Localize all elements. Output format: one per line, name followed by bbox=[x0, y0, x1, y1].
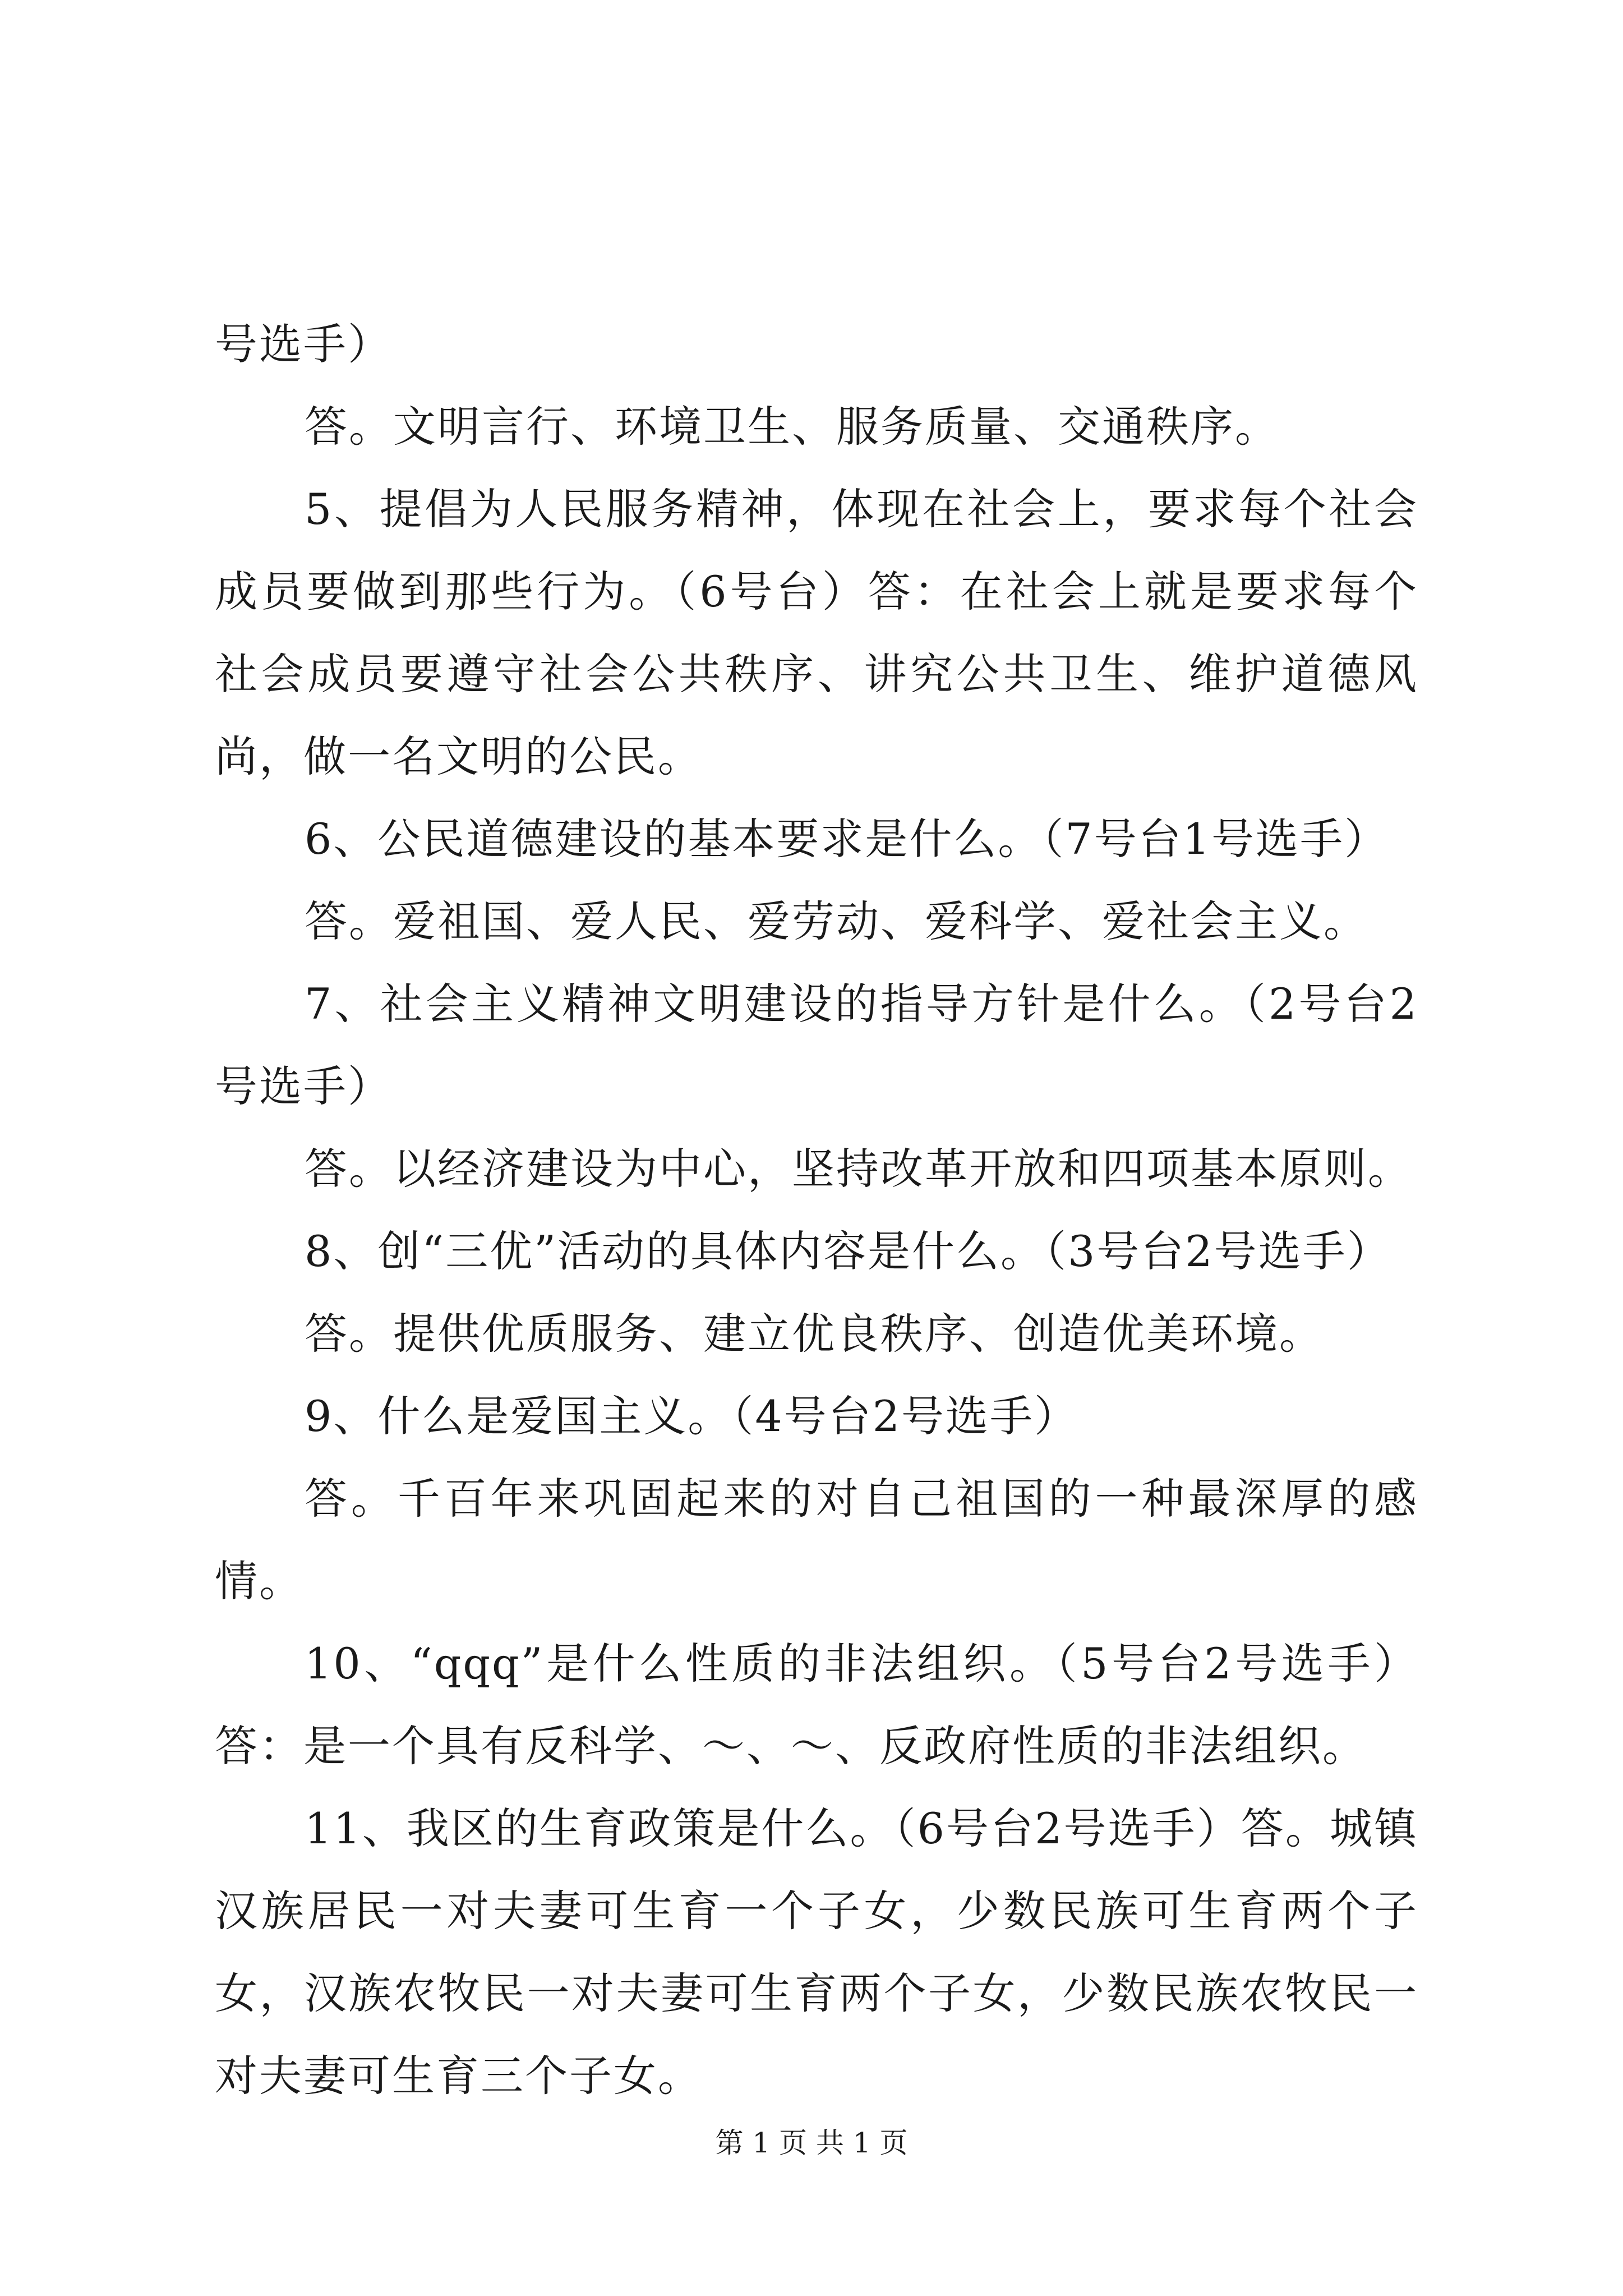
paragraph: 号选手） bbox=[215, 319, 392, 369]
paragraph: 5、提倡为人民服务精神，体现在社会上，要求每个社会成员要做到那些行为。（6号台）答：在社会上就是要求每个社会成员要遵守社会公共秩序、讲究公共卫生、维护道德风尚，做一名文明的公民。 bbox=[215, 484, 1418, 781]
paragraph: 答。千百年来巩固起来的对自己祖国的一种最深厚的感情。 bbox=[215, 1474, 1418, 1606]
paragraph: 8、创“三优”活动的具体内容是什么。（3号台2号选手） bbox=[305, 1226, 1391, 1276]
paragraph: 6、公民道德建设的基本要求是什么。（7号台1号选手） bbox=[305, 814, 1389, 864]
paragraph: 9、什么是爱国主义。（4号台2号选手） bbox=[305, 1391, 1079, 1441]
paragraph: 答。提供优质服务、建立优良秩序、创造优美环境。 bbox=[305, 1309, 1324, 1359]
document-body bbox=[215, 303, 1418, 2117]
paragraph: 7、社会主义精神文明建设的指导方针是什么。（2号台2号选手） bbox=[215, 979, 1418, 1111]
paragraph: 答。文明言行、环境卫生、服务质量、交通秩序。 bbox=[305, 402, 1279, 452]
paragraph: 答。以经济建设为中心，坚持改革开放和四项基本原则。 bbox=[305, 1144, 1412, 1194]
page-footer: 第 1 页 共 1 页 bbox=[715, 2127, 908, 2159]
paragraph: 11、我区的生育政策是什么。（6号台2号选手）答。城镇汉族居民一对夫妻可生育一个子女，少数民族可生育两个子女，汉族农牧民一对夫妻可生育两个子女，少数民族农牧民一对夫妻可生育三个子女。 bbox=[215, 1803, 1418, 2101]
paragraph: 10、“qqq”是什么性质的非法组织。（5号台2号选手）答：是一个具有反科学、～、～、反政府性质的非法组织。 bbox=[215, 1639, 1418, 1771]
paragraph: 答。爱祖国、爱人民、爱劳动、爱科学、爱社会主义。 bbox=[305, 896, 1368, 946]
